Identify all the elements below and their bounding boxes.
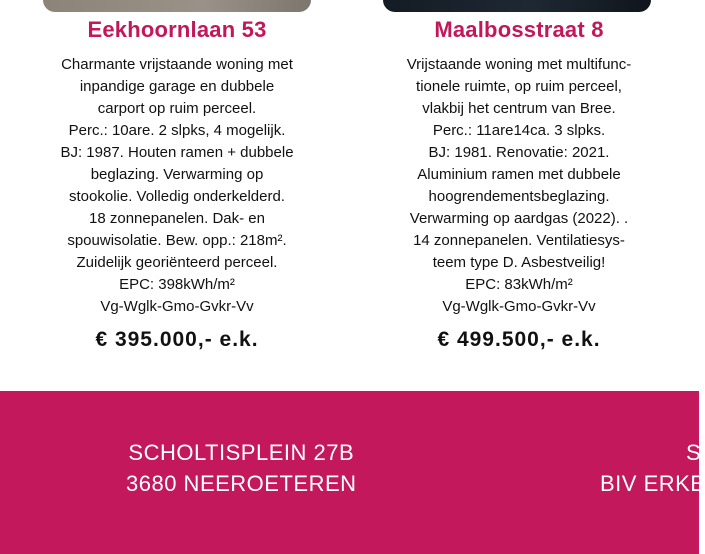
footer-right-text — [600, 437, 705, 499]
description-line: Verwarming op aardgas (2022). . — [409, 210, 629, 227]
description-line: 18 zonnepanelen. Dak- en — [89, 210, 265, 227]
listing-photo-maalbosstraat[interactable] — [383, 0, 651, 12]
description-line: vlakbij het centrum van Bree. — [422, 100, 616, 117]
description-line: spouwisolatie. Bew. opp.: 218m². — [67, 232, 287, 249]
footer-right-line2: BIV ERKE — [600, 471, 705, 496]
description-line: hoogrendementsbeglazing. — [428, 188, 610, 205]
listing-description — [27, 54, 327, 318]
listing-description — [369, 54, 669, 318]
urban-info-codes: Vg-Wglk-Gmo-Gvkr-Vv — [100, 298, 254, 315]
listing-card — [369, 14, 669, 354]
listing-card — [27, 14, 327, 354]
description-line: Charmante vrijstaande woning met — [61, 56, 293, 73]
epc-value: EPC: 83kWh/m² — [465, 276, 573, 293]
description-line: tionele ruimte, op ruim perceel, — [416, 78, 622, 95]
address-city: 3680 NEEROETEREN — [126, 471, 357, 496]
description-line: Zuidelijk georiënteerd perceel. — [76, 254, 278, 271]
description-line: stookolie. Volledig onderkelderd. — [69, 188, 285, 205]
description-line: teem type D. Asbestveilig! — [432, 254, 606, 271]
epc-value: EPC: 398kWh/m² — [119, 276, 235, 293]
description-line: inpandige garage en dubbele — [79, 78, 275, 95]
office-address — [126, 437, 357, 499]
urban-info-codes: Vg-Wglk-Gmo-Gvkr-Vv — [442, 298, 596, 315]
description-line: carport op ruim perceel. — [97, 100, 257, 117]
footer-banner — [0, 391, 705, 554]
description-line: Perc.: 10are. 2 slpks, 4 mogelijk. — [68, 122, 286, 139]
footer-right-line1: S — [686, 440, 702, 465]
description-line: Vrijstaande woning met multifunc- — [406, 56, 632, 73]
description-line: beglazing. Verwarming op — [90, 166, 264, 183]
description-line: Perc.: 11are14ca. 3 slpks. — [432, 122, 606, 139]
listing-photo-eekhoornlaan[interactable] — [43, 0, 311, 12]
address-street: SCHOLTISPLEIN 27B — [128, 440, 355, 465]
listing-title[interactable]: Maalbosstraat 8 — [434, 17, 604, 42]
description-line: 14 zonnepanelen. Ventilatiesys- — [413, 232, 625, 249]
description-line: Aluminium ramen met dubbele — [417, 166, 621, 183]
listing-title[interactable]: Eekhoornlaan 53 — [87, 17, 267, 42]
description-line: BJ: 1987. Houten ramen + dubbele — [60, 144, 294, 161]
description-line: BJ: 1981. Renovatie: 2021. — [428, 144, 610, 161]
listing-price: € 395.000,- e.k. — [95, 328, 259, 351]
listing-price: € 499.500,- e.k. — [437, 328, 601, 351]
